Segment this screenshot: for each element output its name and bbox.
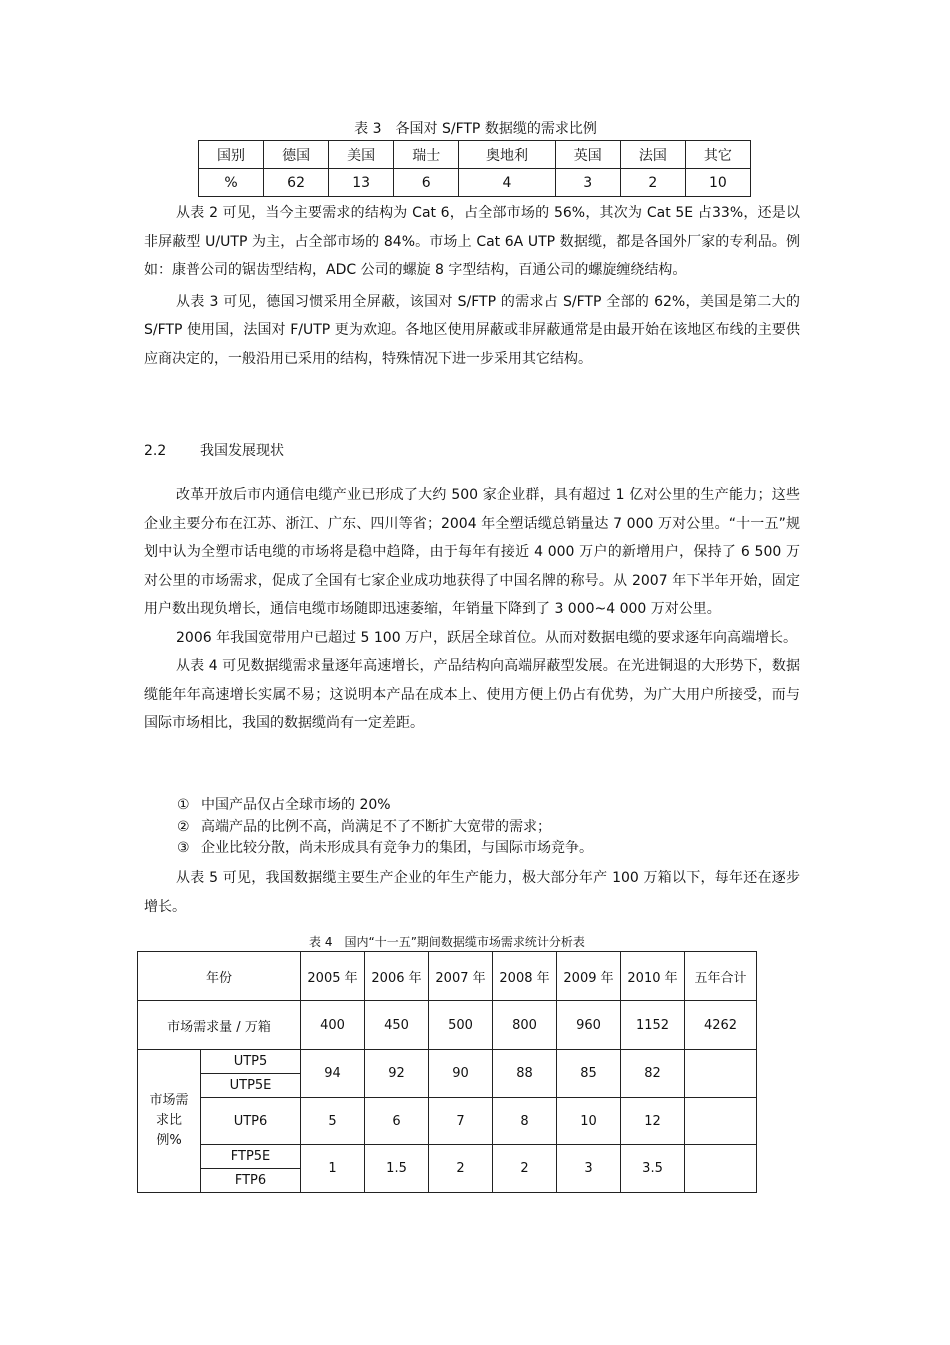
list-marker: ③: [177, 840, 190, 856]
body-text-b: [144, 481, 800, 738]
section-number: 2.2: [144, 443, 167, 459]
table3: [198, 140, 751, 197]
table4-year-cell: 2008 年: [493, 952, 557, 1001]
table4-cell: 3: [557, 1145, 621, 1193]
table4-cell: 400: [301, 1001, 365, 1050]
table4-type-cell: FTP6: [201, 1169, 301, 1193]
table4-cell: 3.5: [621, 1145, 685, 1193]
table3-cell: 3: [555, 169, 620, 197]
list-item: [177, 838, 593, 860]
table4-cell: 1: [301, 1145, 365, 1193]
table4-cell: 500: [429, 1001, 493, 1050]
table3-header-cell: 德国: [264, 141, 329, 169]
table3-caption: 表 3 各国对 S/FTP 数据缆的需求比例: [354, 121, 597, 137]
table4-year-cell: 2005 年: [301, 952, 365, 1001]
table4-type-cell: UTP6: [201, 1098, 301, 1145]
table4-empty-cell: [685, 1050, 757, 1098]
list-marker: ②: [177, 818, 190, 835]
table4-cell: 10: [557, 1098, 621, 1145]
table3-header-cell: 奥地利: [459, 141, 555, 169]
list-item: [177, 817, 593, 839]
table3-header-cell: 法国: [620, 141, 685, 169]
table4-cell: 5: [301, 1098, 365, 1145]
table4-year-cell: 五年合计: [685, 952, 757, 1001]
table4-cell: 92: [365, 1050, 429, 1098]
body-text-a: [144, 199, 800, 373]
table3-header-cell: 其它: [685, 141, 750, 169]
table3-header-cell: 美国: [329, 141, 394, 169]
paragraph: 2006 年我国宽带用户已超过 5 100 万户，跃居全球首位。从而对数据电缆的要求逐年向高端增长。: [176, 629, 798, 646]
table4-cell: 8: [493, 1098, 557, 1145]
section-title: 我国发展现状: [200, 443, 284, 459]
table4-cell: 2: [429, 1145, 493, 1193]
table4-cell: 6: [365, 1098, 429, 1145]
table4-demand-label: 市场需求量 / 万箱: [138, 1001, 301, 1050]
table4-row-utp5: [138, 1050, 757, 1074]
paragraph: 改革开放后市内通信电缆产业已形成了大约 500 家企业群，具有超过 1 亿对公里的生产能力；这些企业主要分布在江苏、浙江、广东、四川等省；2004 年全塑话缆总销量达 7 000 万对公里。“十一五”规划中认为全塑市话电缆的市场将是稳中趋降，由于每年有接近 4 000 万户的新增用户，保持了 6 500 万对公里的市场需求，促成了全国有七家企业成功地获得了中国名牌的称号。从 2007 年下半年开始，固定用户数出现负增长，通信电缆市场随即迅速萎缩，年销量下降到了 3 000~4 000 万对公里。: [144, 487, 800, 617]
table4-cell: 4262: [685, 1001, 757, 1050]
table3-header-row: [199, 141, 751, 169]
table4-type-cell: FTP5E: [201, 1145, 301, 1169]
table4-cell: 450: [365, 1001, 429, 1050]
paragraph: 从表 4 可见数据缆需求量逐年高速增长，产品结构向高端屏蔽型发展。在光进铜退的大形势下，数据缆能年年高速增长实属不易；这说明本产品在成本上、使用方便上仍占有优势，为广大用户所接受，而与国际市场相比，我国的数据缆尚有一定差距。: [144, 658, 800, 731]
table4-row-ftp5e: [138, 1145, 757, 1169]
table3-cell: 10: [685, 169, 750, 197]
table4-year-cell: 2010 年: [621, 952, 685, 1001]
table4-cell: 90: [429, 1050, 493, 1098]
table4-cell: 1.5: [365, 1145, 429, 1193]
table4-type-cell: UTP5: [201, 1050, 301, 1074]
table3-header-cell: 国别: [199, 141, 264, 169]
table3-header-cell: 英国: [555, 141, 620, 169]
table4-year-label: 年份: [138, 952, 301, 1001]
table4-year-row: [138, 952, 757, 1001]
paragraph: 从表 5 可见，我国数据缆主要生产企业的年生产能力，极大部分年产 100 万箱以下，每年还在逐步增长。: [144, 870, 800, 915]
table4-cell: 82: [621, 1050, 685, 1098]
list-item: [177, 795, 593, 817]
table4-cell: 960: [557, 1001, 621, 1050]
table4-cell: 85: [557, 1050, 621, 1098]
table4-cell: 12: [621, 1098, 685, 1145]
list-marker: ①: [177, 797, 190, 813]
table4-ratio-label: 市场需求比例%: [138, 1050, 201, 1193]
table4-caption: 表 4 国内“十一五”期间数据缆市场需求统计分析表: [309, 935, 585, 949]
table3-cell: 62: [264, 169, 329, 197]
table4: [137, 951, 757, 1193]
table3-cell: 4: [459, 169, 555, 197]
list-item-text: 高端产品的比例不高，尚满足不了不断扩大宽带的需求；: [201, 818, 551, 835]
table3-header-cell: 瑞士: [394, 141, 459, 169]
table4-cell: 1152: [621, 1001, 685, 1050]
body-text-c: [144, 864, 800, 921]
table3-cell: 2: [620, 169, 685, 197]
table4-year-cell: 2007 年: [429, 952, 493, 1001]
table4-cell: 94: [301, 1050, 365, 1098]
table4-cell: 800: [493, 1001, 557, 1050]
numbered-list: [177, 795, 593, 860]
table3-cell: 13: [329, 169, 394, 197]
table4-empty-cell: [685, 1098, 757, 1145]
table4-year-cell: 2006 年: [365, 952, 429, 1001]
table4-row-utp6: [138, 1098, 757, 1145]
list-item-text: 中国产品仅占全球市场的 20%: [201, 797, 391, 813]
table4-type-cell: UTP5E: [201, 1074, 301, 1098]
table4-cell: 88: [493, 1050, 557, 1098]
section-heading: [144, 440, 284, 460]
table4-cell: 7: [429, 1098, 493, 1145]
table3-cell: %: [199, 169, 264, 197]
table3-data-row: [199, 169, 751, 197]
table4-year-cell: 2009 年: [557, 952, 621, 1001]
table3-cell: 6: [394, 169, 459, 197]
table4-empty-cell: [685, 1145, 757, 1193]
list-item-text: 企业比较分散，尚未形成具有竞争力的集团，与国际市场竞争。: [201, 840, 593, 856]
table4-demand-row: [138, 1001, 757, 1050]
paragraph: 从表 3 可见，德国习惯采用全屏蔽，该国对 S/FTP 的需求占 S/FTP 全部的 62%，美国是第二大的 S/FTP 使用国，法国对 F/UTP 更为欢迎。各地区使用屏蔽或非屏蔽通常是由最开始在该地区布线的主要供应商决定的，一般沿用已采用的结构，特殊情况下进一步采用其它结构。: [144, 293, 800, 367]
paragraph: 从表 2 可见，当今主要需求的结构为 Cat 6，占全部市场的 56%，其次为 Cat 5E 占33%，还是以非屏蔽型 U/UTP 为主，占全部市场的 84%。市场上 Cat 6A UTP 数据缆，都是各国外厂家的专利品。例如：康普公司的锯齿型结构，ADC 公司的螺旋 8 字型结构，百通公司的螺旋缠绕结构。: [144, 205, 800, 278]
table4-cell: 2: [493, 1145, 557, 1193]
